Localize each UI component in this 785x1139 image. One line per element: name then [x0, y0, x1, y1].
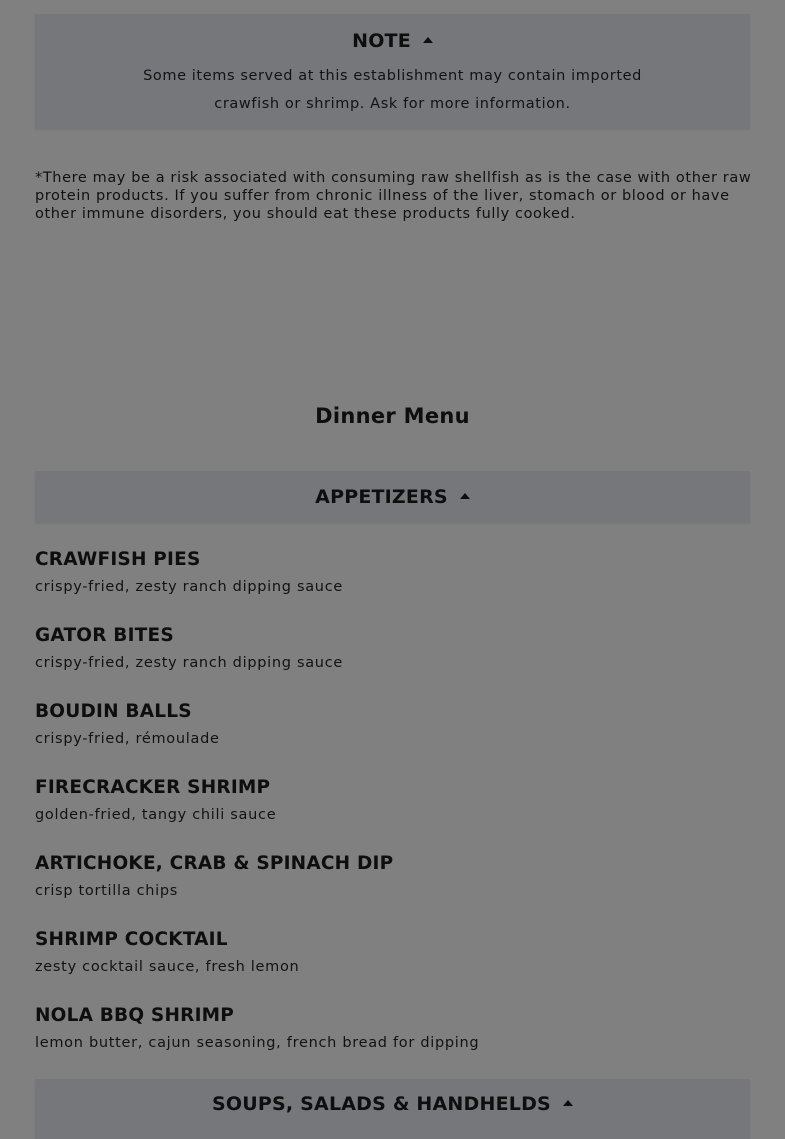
caret-up-icon[interactable]	[460, 493, 470, 499]
menu-item-name: SHRIMP COCKTAIL	[35, 929, 228, 950]
section-header-soups-salads-handhelds[interactable]	[35, 1079, 750, 1139]
note-title: NOTE	[352, 30, 411, 52]
menu-item-name: BOUDIN BALLS	[35, 701, 192, 722]
menu-item-description: lemon butter, cajun seasoning, french bread for dipping	[35, 1035, 480, 1051]
menu-item-description: zesty cocktail sauce, fresh lemon	[35, 959, 300, 975]
menu-item-description: crispy-fried, zesty ranch dipping sauce	[35, 579, 343, 595]
section-header-appetizers[interactable]	[35, 471, 750, 523]
note-line-2: crawfish or shrimp. Ask for more information.	[214, 96, 571, 112]
menu-title: Dinner Menu	[315, 404, 470, 428]
menu-item-name: NOLA BBQ SHRIMP	[35, 1005, 235, 1026]
menu-item	[35, 700, 750, 776]
menu-item	[35, 852, 750, 928]
menu-item	[35, 624, 750, 700]
caret-up-icon[interactable]	[563, 1100, 573, 1106]
menu-item-name: ARTICHOKE, CRAB & SPINACH DIP	[35, 853, 394, 874]
menu-item-description: crispy-fried, rémoulade	[35, 731, 220, 747]
menu-item	[35, 1004, 750, 1080]
note-toggle[interactable]	[35, 14, 750, 52]
section-toggle-appetizers[interactable]	[35, 471, 750, 523]
menu-item-name: GATOR BITES	[35, 625, 174, 646]
menu-item-description: crisp tortilla chips	[35, 883, 179, 899]
menu-item-name: CRAWFISH PIES	[35, 549, 201, 570]
raw-shellfish-disclaimer: *There may be a risk associated with consuming raw shellfish as is the case with other raw protein products. If you suffer from chronic illness of the liver, stomach or blood or have other immune disorders, you should eat these products fully cooked.	[35, 170, 752, 222]
note-line-1: Some items served at this establishment may contain imported	[143, 68, 642, 84]
note-text	[35, 62, 750, 118]
menu-item	[35, 776, 750, 852]
caret-up-icon[interactable]	[423, 37, 433, 43]
section-title: APPETIZERS	[315, 486, 448, 508]
menu-item-description: crispy-fried, zesty ranch dipping sauce	[35, 655, 343, 671]
section-toggle-soups-salads-handhelds[interactable]	[35, 1079, 750, 1115]
menu-item	[35, 548, 750, 624]
menu-item-name: FIRECRACKER SHRIMP	[35, 777, 271, 798]
section-title: SOUPS, SALADS & HANDHELDS	[212, 1093, 551, 1115]
menu-item-description: golden-fried, tangy chili sauce	[35, 807, 277, 823]
note-panel	[35, 14, 750, 129]
menu-item	[35, 928, 750, 1004]
appetizers-list	[35, 548, 750, 1080]
